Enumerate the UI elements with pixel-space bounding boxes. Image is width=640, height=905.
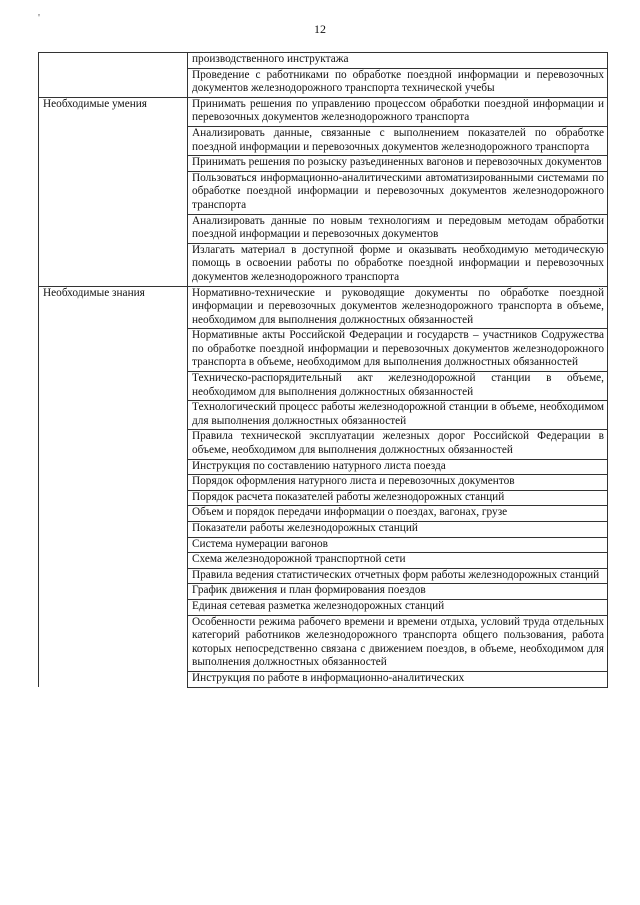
requirement-item: Нормативно-технические и руководящие документы по обработке поездной информации и перевозочных документов железнодорожного транспорта в объеме, необходимом для выполнения должностных обязанностей	[188, 286, 608, 329]
table-row	[39, 171, 608, 214]
table-row	[39, 329, 608, 372]
table-row	[39, 537, 608, 553]
requirement-item: Анализировать данные, связанные с выполнением показателей по обработке поездной информации и перевозочных документов железнодорожного транспорта	[188, 126, 608, 155]
requirement-item: Технологический процесс работы железнодорожной станции в объеме, необходимом для выполнения должностных обязанностей	[188, 401, 608, 430]
section-label	[39, 475, 188, 491]
requirement-item: Порядок оформления натурного листа и перевозочных документов	[188, 475, 608, 491]
table-row	[39, 372, 608, 401]
table-row	[39, 243, 608, 286]
section-label	[39, 126, 188, 155]
table-row	[39, 430, 608, 459]
requirement-item: Особенности режима рабочего времени и времени отдыха, условий труда отдельных категорий работников железнодорожного транспорта общего пользования, работа которых непосредственно связана с движением поездов, в объеме, необходимом для выполнения должностных обязанностей	[188, 615, 608, 671]
section-label	[39, 68, 188, 97]
requirement-item: Инструкция по работе в информационно-аналитических	[188, 671, 608, 687]
section-label	[39, 568, 188, 584]
table-row	[39, 584, 608, 600]
requirement-item: Показатели работы железнодорожных станций	[188, 522, 608, 538]
requirement-item: Техническо-распорядительный акт железнодорожной станции в объеме, необходимом для выполнения должностных обязанностей	[188, 372, 608, 401]
requirement-item: Принимать решения по розыску разъединенных вагонов и перевозочных документов	[188, 156, 608, 172]
requirement-item: Объем и порядок передачи информации о поездах, вагонах, грузе	[188, 506, 608, 522]
section-label	[39, 430, 188, 459]
table-row	[39, 68, 608, 97]
table-row	[39, 53, 608, 69]
section-label	[39, 459, 188, 475]
table-row	[39, 490, 608, 506]
table-row	[39, 214, 608, 243]
section-label	[39, 522, 188, 538]
section-label	[39, 506, 188, 522]
requirement-item: Проведение с работниками по обработке поездной информации и перевозочных документов железнодорожного транспорта технической учебы	[188, 68, 608, 97]
section-label	[39, 243, 188, 286]
table-row	[39, 522, 608, 538]
table-row	[39, 156, 608, 172]
section-label	[39, 537, 188, 553]
section-label	[39, 490, 188, 506]
table-row	[39, 286, 608, 329]
requirement-item: График движения и план формирования поездов	[188, 584, 608, 600]
section-label	[39, 615, 188, 671]
table-row	[39, 475, 608, 491]
requirement-item: Анализировать данные по новым технологиям и передовым методам обработки поездной информации и перевозочных документов	[188, 214, 608, 243]
section-label: Необходимые знания	[39, 286, 188, 329]
table-row	[39, 97, 608, 126]
requirement-item: Порядок расчета показателей работы железнодорожных станций	[188, 490, 608, 506]
requirement-item: Пользоваться информационно-аналитическими автоматизированными системами по обработке поездной информации и перевозочных документов железнодорожного транспорта	[188, 171, 608, 214]
requirement-item: Система нумерации вагонов	[188, 537, 608, 553]
table-row	[39, 568, 608, 584]
section-label	[39, 584, 188, 600]
section-label	[39, 53, 188, 69]
table-row	[39, 401, 608, 430]
section-label	[39, 401, 188, 430]
requirement-item: Схема железнодорожной транспортной сети	[188, 553, 608, 569]
requirement-item: Принимать решения по управлению процессом обработки поездной информации и перевозочных документов железнодорожного транспорта	[188, 97, 608, 126]
section-label	[39, 372, 188, 401]
requirement-item: производственного инструктажа	[188, 53, 608, 69]
table-row	[39, 506, 608, 522]
page-number: 12	[314, 22, 326, 36]
table-row	[39, 459, 608, 475]
requirement-item: Инструкция по составлению натурного листа поезда	[188, 459, 608, 475]
section-label	[39, 171, 188, 214]
requirement-item: Нормативные акты Российской Федерации и государств – участников Содружества по обработке поездной информации и перевозочных документов железнодорожного транспорта в объеме, необходимом для выполнения должностных обязанностей	[188, 329, 608, 372]
table-row	[39, 615, 608, 671]
section-label	[39, 156, 188, 172]
requirements-table	[38, 52, 608, 688]
section-label	[39, 214, 188, 243]
table-row	[39, 671, 608, 687]
requirement-item: Правила ведения статистических отчетных форм работы железнодорожных станций	[188, 568, 608, 584]
table-row	[39, 553, 608, 569]
requirement-item: Единая сетевая разметка железнодорожных станций	[188, 599, 608, 615]
corner-mark: '	[38, 12, 40, 24]
requirement-item: Правила технической эксплуатации железных дорог Российской Федерации в объеме, необходимом для выполнения должностных обязанностей	[188, 430, 608, 459]
section-label	[39, 599, 188, 615]
table-row	[39, 599, 608, 615]
section-label	[39, 553, 188, 569]
section-label: Необходимые умения	[39, 97, 188, 126]
section-label	[39, 671, 188, 687]
requirement-item: Излагать материал в доступной форме и оказывать необходимую методическую помощь в освоении работы по обработке поездной информации и перевозочных документов железнодорожного транспорта	[188, 243, 608, 286]
table-row	[39, 126, 608, 155]
section-label	[39, 329, 188, 372]
